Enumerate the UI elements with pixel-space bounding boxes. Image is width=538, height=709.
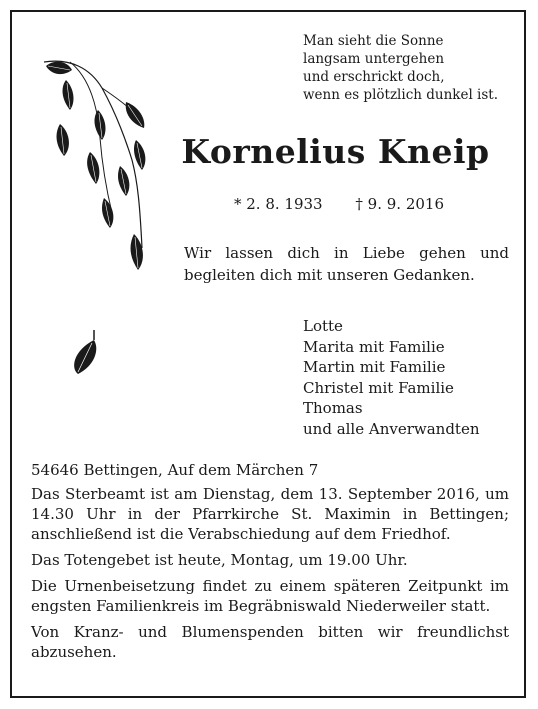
birth-date: * 2. 8. 1933	[234, 195, 323, 213]
poem-line: Man sieht die Sonne	[303, 33, 444, 49]
prayer-paragraph: Das Totengebet ist heute, Montag, um 19.00 Uhr.	[31, 551, 408, 569]
burial-paragraph: Die Urnenbeisetzung findet zu einem späteren Zeitpunkt im engsten Familienkreis im Begräbniswald Niederweiler statt.	[31, 577, 509, 615]
falling-leaf-icon	[64, 328, 104, 378]
poem-line: wenn es plötzlich dunkel ist.	[303, 87, 499, 103]
death-date: † 9. 9. 2016	[355, 195, 444, 213]
flowers-paragraph: Von Kranz- und Blumenspenden bitten wir freundlichst abzusehen.	[31, 623, 509, 661]
obituary-notice	[10, 10, 526, 698]
family-member: Martin mit Familie	[303, 358, 446, 376]
family-list	[303, 316, 480, 439]
family-member: Christel mit Familie	[303, 378, 454, 397]
memorial-poem	[303, 32, 498, 104]
farewell-text: Wir lassen dich in Liebe gehen und begleiten dich mit unseren Gedanken.	[184, 244, 509, 284]
family-member: Thomas	[303, 399, 363, 417]
address: 54646 Bettingen, Auf dem Märchen 7	[31, 461, 319, 479]
life-dates	[234, 195, 444, 213]
poem-line: langsam untergehen	[303, 51, 445, 67]
deceased-name: Kornelius Kneip	[181, 132, 490, 171]
service-paragraph: Das Sterbeamt ist am Dienstag, dem 13. September 2016, um 14.30 Uhr in der Pfarrkirche St. Maximin in Bettingen; anschließend ist die Verabschiedung auf dem Friedhof.	[31, 485, 509, 543]
family-member: Marita mit Familie	[303, 337, 445, 356]
family-member: Lotte	[303, 317, 343, 335]
poem-line: und erschrickt doch,	[303, 69, 445, 85]
funeral-details	[31, 460, 509, 668]
family-member: und alle Anverwandten	[303, 419, 480, 438]
